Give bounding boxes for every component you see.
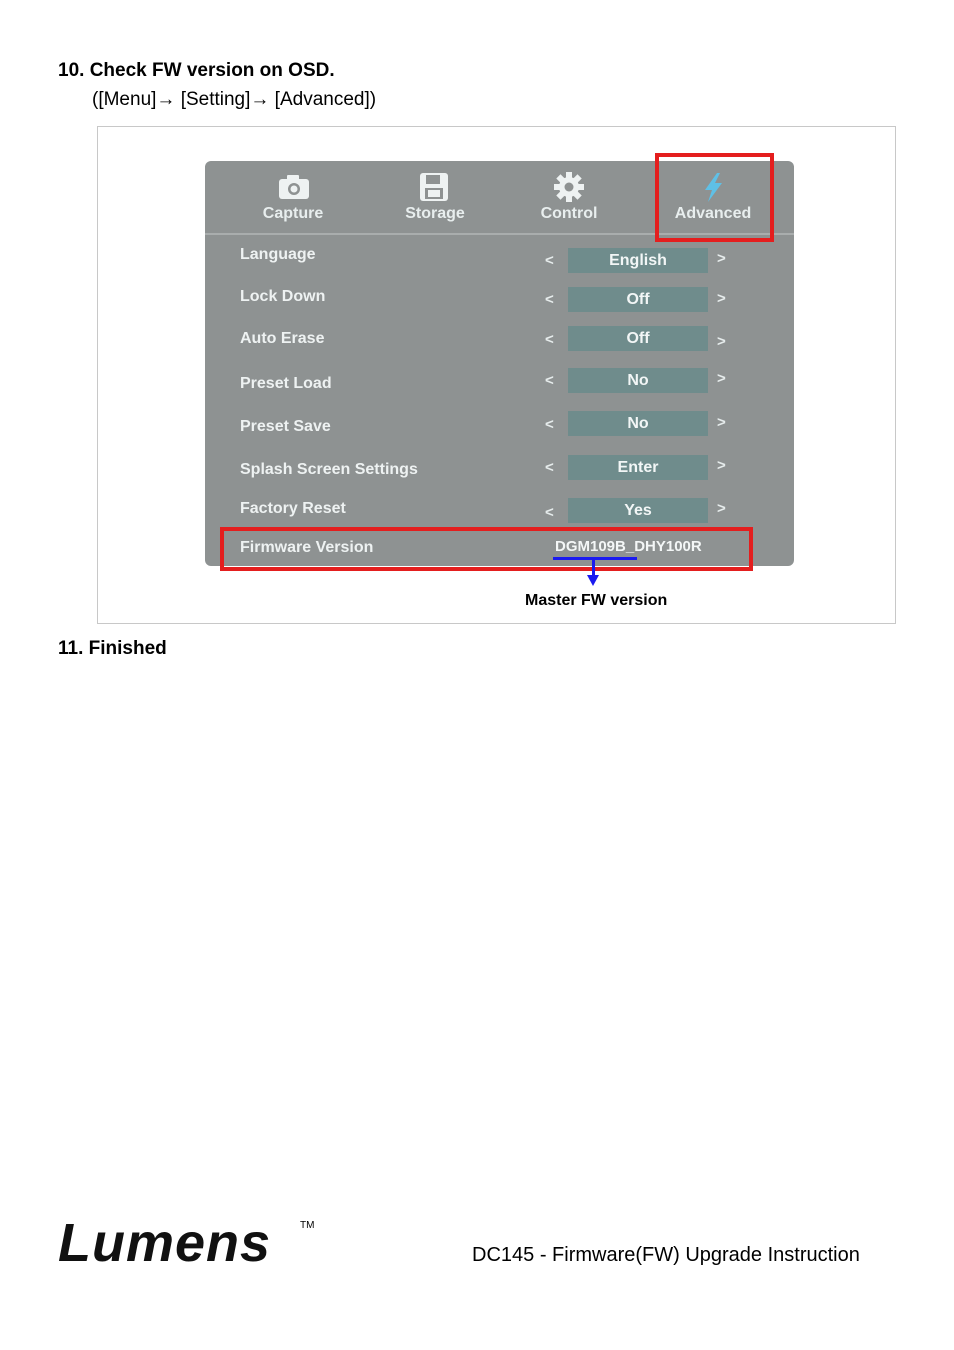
value-splash-screen[interactable]: Enter — [568, 455, 708, 480]
value-preset-save[interactable]: No — [568, 411, 708, 436]
arrow-right[interactable]: > — [717, 457, 726, 474]
master-fw-caption: Master FW version — [525, 592, 668, 609]
pointer-underline — [553, 557, 637, 560]
row-label-lock-down: Lock Down — [240, 288, 326, 305]
firmware-version-value: DGM109B_DHY100R — [555, 538, 702, 555]
row-label-firmware-version: Firmware Version — [240, 539, 374, 556]
lumens-logo: Lumens — [58, 1213, 272, 1273]
arrow-left[interactable]: < — [545, 416, 554, 433]
step-11-title: 11. Finished — [58, 638, 167, 659]
arrow-left[interactable]: < — [545, 331, 554, 348]
gear-icon — [509, 171, 629, 203]
row-label-preset-save: Preset Save — [240, 418, 331, 435]
arrow-left[interactable]: < — [545, 372, 554, 389]
arrow-right[interactable]: > — [717, 250, 726, 267]
advanced-tab-highlight — [655, 153, 774, 242]
tab-capture[interactable] — [233, 171, 353, 223]
row-label-factory-reset: Factory Reset — [240, 500, 346, 517]
tab-label: Capture — [262, 205, 324, 222]
row-label-auto-erase: Auto Erase — [240, 330, 325, 347]
tab-label: Control — [540, 205, 598, 222]
document-title: DC145 - Firmware(FW) Upgrade Instruction — [472, 1244, 860, 1266]
camera-icon — [233, 171, 353, 203]
tab-label: Advanced — [674, 205, 752, 222]
value-auto-erase[interactable]: Off — [568, 326, 708, 351]
menu-path: ([Menu]→ [Setting]→ [Advanced]) — [92, 89, 377, 110]
arrow-left[interactable]: < — [545, 291, 554, 308]
arrow-right[interactable]: > — [717, 500, 726, 517]
pointer-arrowhead-icon — [587, 575, 599, 586]
value-language[interactable]: English — [568, 248, 708, 273]
floppy-disk-icon — [375, 171, 495, 203]
arrow-left[interactable]: < — [545, 459, 554, 476]
firmware-row-highlight — [220, 527, 753, 571]
value-preset-load[interactable]: No — [568, 368, 708, 393]
row-label-language: Language — [240, 246, 316, 263]
step-10-title: 10. Check FW version on OSD. — [58, 60, 335, 81]
row-label-splash-screen: Splash Screen Settings — [240, 461, 418, 478]
arrow-right[interactable]: > — [717, 333, 726, 350]
row-label-preset-load: Preset Load — [240, 375, 332, 392]
tab-control[interactable] — [509, 171, 629, 223]
tab-storage[interactable] — [375, 171, 495, 223]
arrow-left[interactable]: < — [545, 252, 554, 269]
pointer-stem — [592, 560, 595, 576]
arrow-left[interactable]: < — [545, 504, 554, 521]
trademark-mark: TM — [300, 1220, 315, 1231]
arrow-right[interactable]: > — [717, 370, 726, 387]
value-factory-reset[interactable]: Yes — [568, 498, 708, 523]
arrow-right[interactable]: > — [717, 414, 726, 431]
value-lock-down[interactable]: Off — [568, 287, 708, 312]
arrow-right[interactable]: > — [717, 290, 726, 307]
tab-label: Storage — [405, 205, 465, 222]
